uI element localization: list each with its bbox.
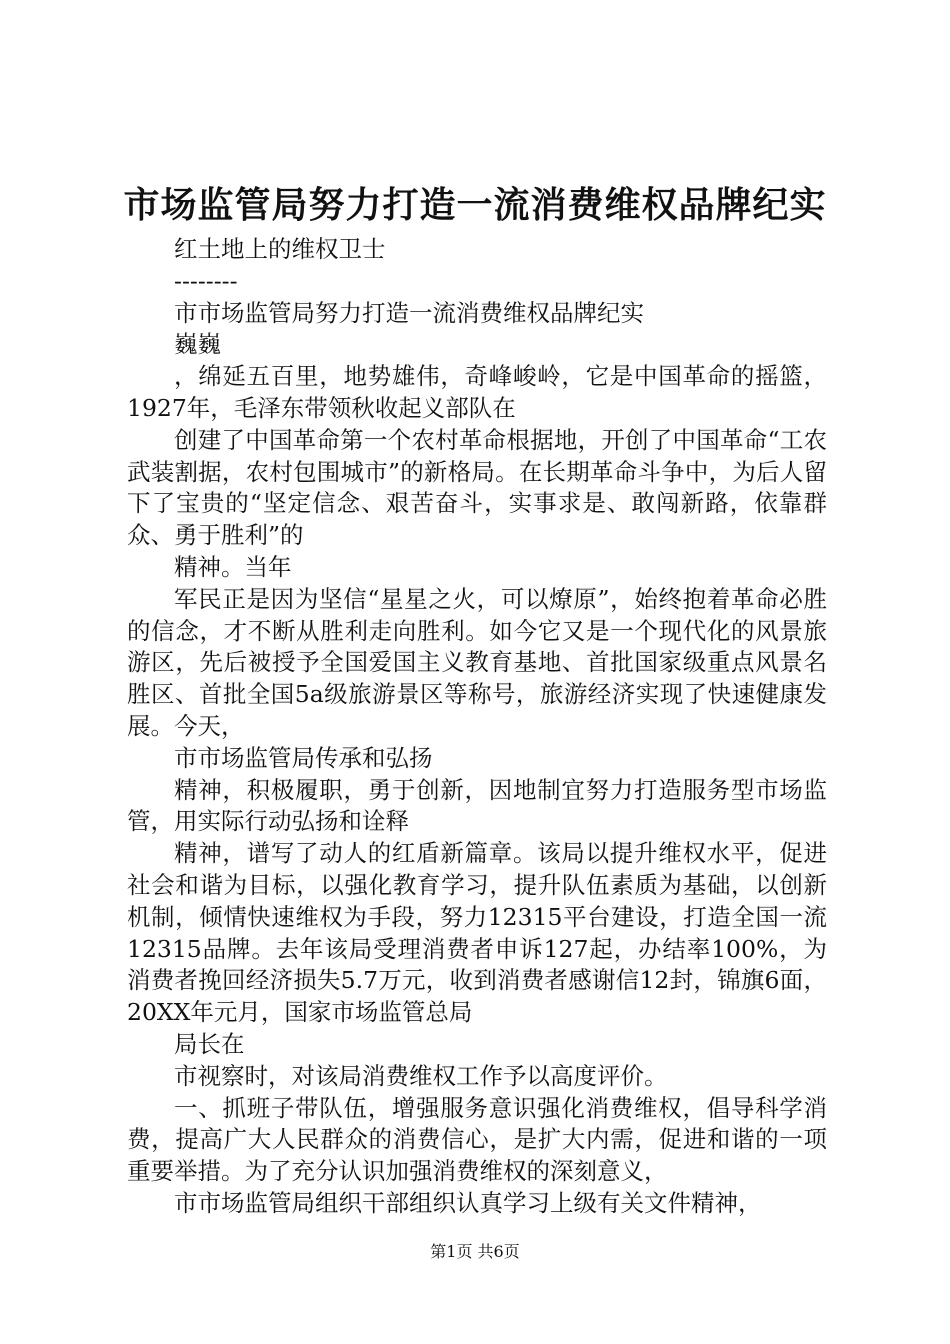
paragraph: 一、抓班子带队伍，增强服务意识强化消费维权，倡导科学消费，提高广大人民群众的消费信心，是扩大内需，促进和谐的一项重要举措。为了充分认识加强消费维权的深刻意义， bbox=[127, 1093, 827, 1186]
paragraph: 精神。当年 bbox=[174, 552, 292, 581]
document-title: 市场监管局努力打造一流消费维权品牌纪实 bbox=[123, 184, 827, 226]
paragraph: 市市场监管局传承和弘扬 bbox=[174, 743, 433, 772]
paragraph: 精神，积极履职，勇于创新，因地制宜努力打造服务型市场监管，用实际行动弘扬和诠释 bbox=[127, 775, 827, 836]
paragraph: ，绵延五百里，地势雄伟，奇峰峻岭，它是中国革命的摇篮，1927年，毛泽东带领秋收起义部队在 bbox=[127, 362, 827, 422]
document-body bbox=[127, 234, 827, 1220]
page-footer: 第1页 共6页 bbox=[430, 1242, 520, 1261]
paragraph: 局长在 bbox=[174, 1029, 245, 1058]
paragraph: 巍巍 bbox=[174, 330, 221, 359]
paragraph: 红土地上的维权卫士 bbox=[174, 235, 386, 263]
paragraph: 创建了中国革命第一个农村革命根据地，开创了中国革命“工农武装割据，农村包围城市”的新格局。在长期革命斗争中，为后人留下了宝贵的“坚定信念、艰苦奋斗，实事求是、敢闯新路，依靠群众、勇于胜利”的 bbox=[127, 425, 827, 550]
paragraph: 市视察时，对该局消费维权工作予以高度评价。 bbox=[174, 1061, 668, 1090]
paragraph: -------- bbox=[174, 266, 238, 295]
paragraph: 市市场监管局组织干部组织认真学习上级有关文件精神， bbox=[174, 1188, 762, 1217]
paragraph: 市市场监管局努力打造一流消费维权品牌纪实 bbox=[174, 298, 644, 327]
paragraph: 精神，谱写了动人的红盾新篇章。该局以提升维权水平，促进社会和谐为目标，以强化教育学习，提升队伍素质为基础，以创新机制，倾情快速维权为手段，努力12315平台建设，打造全国一流12315品牌。去年该局受理消费者申诉127起，办结率100%，为消费者挽回经济损失5.7万元，收到消费者感谢信12封，锦旗6面，20XX年元月，国家市场监管总局 bbox=[127, 839, 827, 1027]
paragraph: 军民正是因为坚信“星星之火，可以燎原”，始终抱着革命必胜的信念，才不断从胜利走向胜利。如今它又是一个现代化的风景旅游区，先后被授予全国爱国主义教育基地、首批国家级重点风景名胜区、首批全国5a级旅游景区等称号，旅游经济实现了快速健康发展。今天， bbox=[127, 584, 827, 740]
